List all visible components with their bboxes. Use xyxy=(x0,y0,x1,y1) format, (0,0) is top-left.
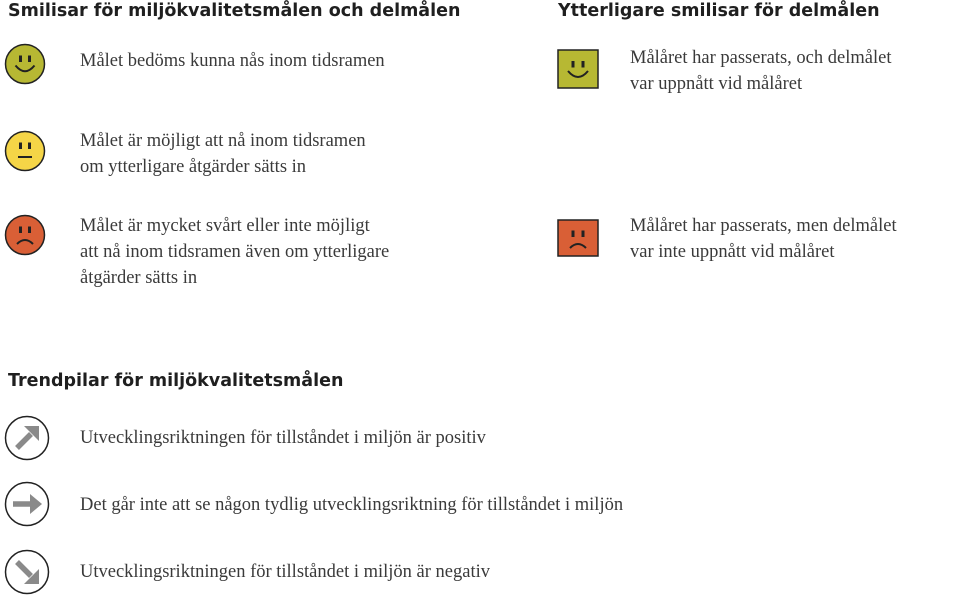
square-smiley-sad-text-line-2: var inte uppnått vid målåret xyxy=(630,242,835,262)
smiley-neutral-icon xyxy=(4,130,46,172)
trend-section-heading: Trendpilar för miljökvalitetsmålen xyxy=(8,371,344,391)
trend-positive-text: Utvecklingsriktningen för tillståndet i miljön är positiv xyxy=(80,428,486,448)
square-smiley-sad-icon xyxy=(557,219,599,257)
right-section-heading: Ytterligare smilisar för delmålen xyxy=(558,1,880,21)
square-smiley-happy-text-line-1: Målåret har passerats, och delmålet xyxy=(630,48,892,68)
smiley-happy-text: Målet bedöms kunna nås inom tidsramen xyxy=(80,51,385,71)
smiley-neutral-text-line-2: om ytterligare åtgärder sätts in xyxy=(80,157,307,177)
smiley-sad-text-line-1: Målet är mycket svårt eller inte möjligt xyxy=(80,216,370,236)
arrow-up-right-icon xyxy=(4,415,50,461)
square-smiley-happy-icon xyxy=(557,49,599,89)
trend-negative-text: Utvecklingsriktningen för tillståndet i miljön är negativ xyxy=(80,562,490,582)
square-smiley-happy-text-line-2: var uppnått vid målåret xyxy=(630,74,803,94)
smiley-happy-icon xyxy=(4,43,46,85)
smiley-sad-icon xyxy=(4,214,46,256)
smiley-sad-text-line-3: åtgärder sätts in xyxy=(80,268,198,288)
arrow-down-right-icon xyxy=(4,549,50,595)
left-section-heading: Smilisar för miljökvalitetsmålen och delmålen xyxy=(8,1,461,21)
smiley-sad-text-line-2: att nå inom tidsramen även om ytterligare xyxy=(80,242,390,262)
trend-unclear-text: Det går inte att se någon tydlig utvecklingsriktning för tillståndet i miljön xyxy=(80,495,624,515)
arrow-right-icon xyxy=(4,481,50,527)
square-smiley-sad-text-line-1: Målåret har passerats, men delmålet xyxy=(630,216,897,236)
smiley-neutral-text-line-1: Målet är möjligt att nå inom tidsramen xyxy=(80,131,366,151)
